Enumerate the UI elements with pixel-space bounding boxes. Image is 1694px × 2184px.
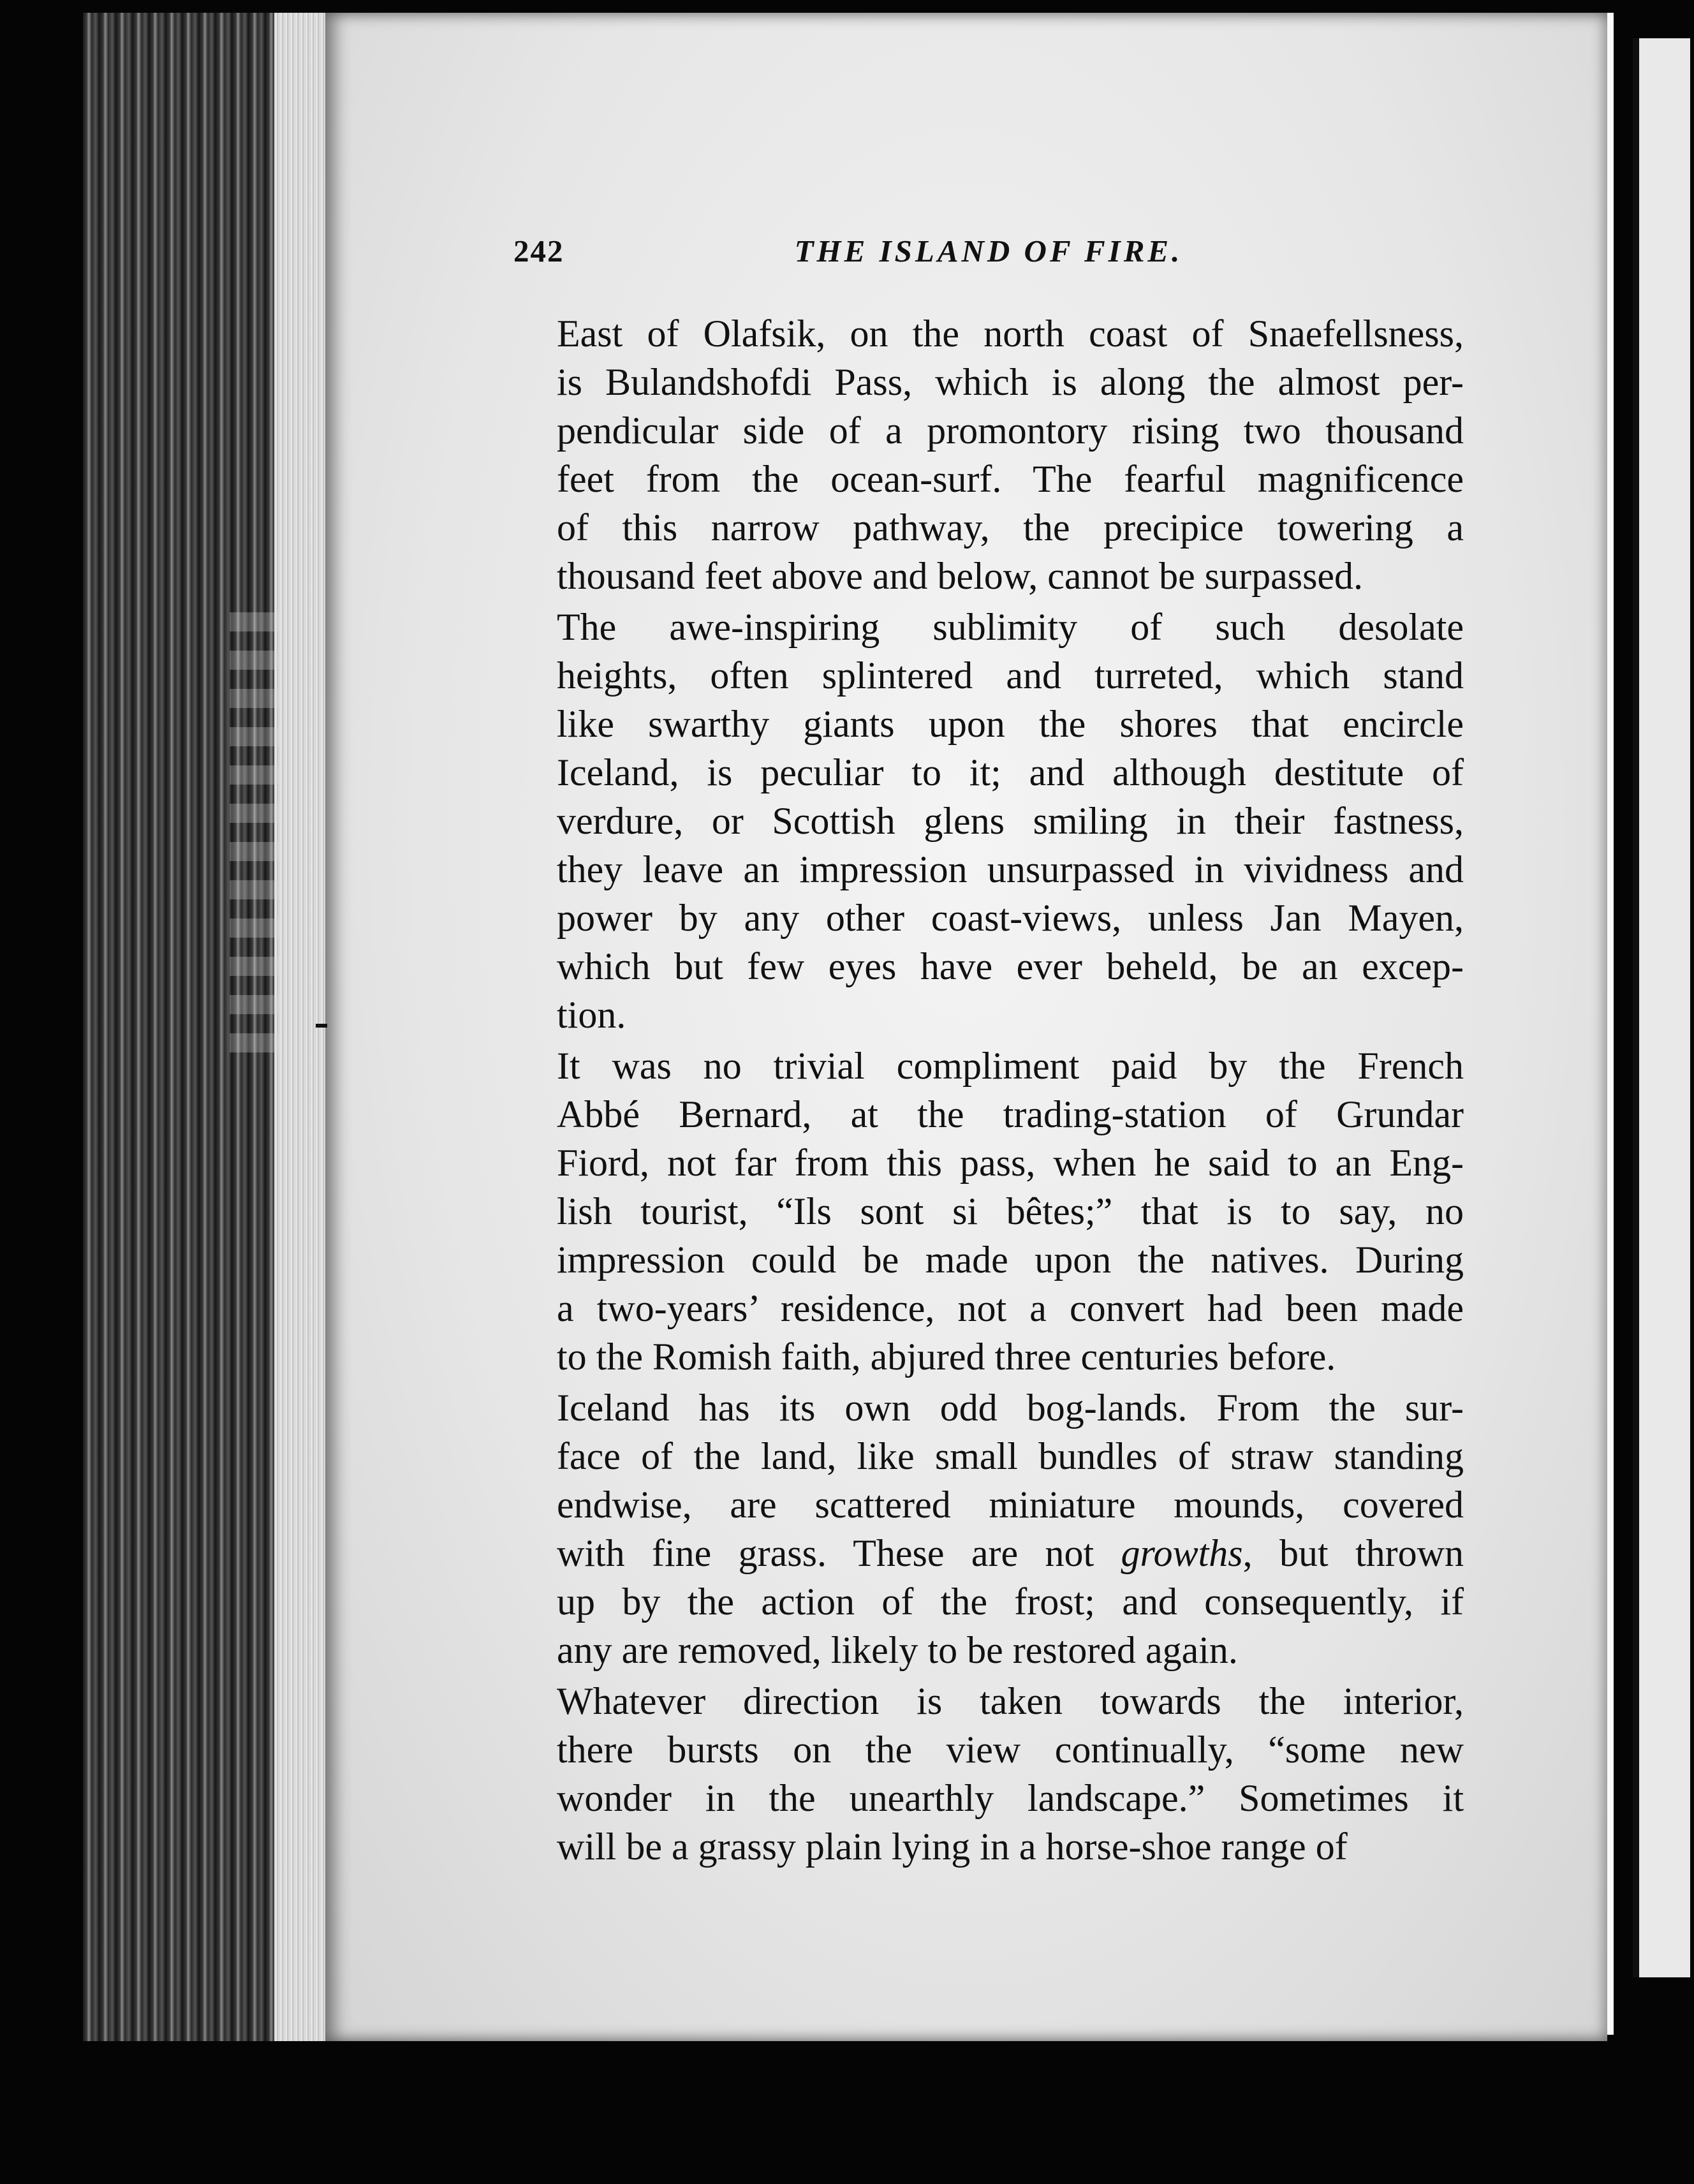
text-line: up by the action of the frost; and consequently, if bbox=[557, 1581, 1464, 1623]
text-line: which but few eyes have ever beheld, be an excep- bbox=[557, 945, 1464, 987]
paragraph bbox=[520, 1042, 1464, 1381]
text-line: is Bulandshofdi Pass, which is along the almost per- bbox=[557, 361, 1464, 403]
text-line: thousand feet above and below, cannot be surpassed. bbox=[557, 555, 1364, 597]
scan-border-left bbox=[0, 0, 86, 2184]
text-line: Abbé Bernard, at the trading-station of Grundar bbox=[557, 1093, 1464, 1135]
text-line: endwise, are scattered miniature mounds, covered bbox=[557, 1484, 1464, 1526]
paragraph bbox=[520, 309, 1464, 600]
text-line: tion. bbox=[557, 994, 626, 1036]
book-page-edges bbox=[83, 13, 325, 2041]
text-line: any are removed, likely to be restored again. bbox=[557, 1629, 1238, 1671]
margin-tick bbox=[316, 1024, 327, 1028]
text-line: a two-years’ residence, not a convert had been made bbox=[557, 1287, 1464, 1329]
text-line: they leave an impression unsurpassed in vividness and bbox=[557, 848, 1464, 890]
text-line: heights, often splintered and turreted, which stand bbox=[557, 654, 1464, 697]
paragraph bbox=[520, 603, 1464, 1039]
text-line: pendicular side of a promontory rising two thousand bbox=[557, 410, 1464, 452]
body-text bbox=[520, 309, 1464, 1871]
text-line: lish tourist, “Ils sont si bêtes;” that is to say, no bbox=[557, 1190, 1464, 1232]
text-line: of this narrow pathway, the precipice towering a bbox=[557, 506, 1464, 549]
paragraph bbox=[520, 1677, 1464, 1871]
text-line: It was no trivial compliment paid by the French bbox=[557, 1045, 1464, 1087]
text-line: with fine grass. These are not growths, but thrown bbox=[557, 1532, 1464, 1574]
text-line: Iceland has its own odd bog-lands. From the sur- bbox=[557, 1387, 1464, 1429]
text-line: The awe-inspiring sublimity of such desolate bbox=[557, 606, 1464, 648]
paragraph bbox=[520, 1383, 1464, 1674]
spine-bleedthrough bbox=[230, 612, 281, 1059]
text-line: wonder in the unearthly landscape.” Sometimes it bbox=[557, 1777, 1464, 1819]
text-line: impression could be made upon the natives. During bbox=[557, 1239, 1464, 1281]
text-line: to the Romish faith, abjured three centuries before. bbox=[557, 1336, 1336, 1378]
page-number: 242 bbox=[513, 233, 564, 269]
text-line: will be a grassy plain lying in a horse-shoe range of bbox=[557, 1826, 1348, 1868]
text-line: power by any other coast-views, unless Jan Mayen, bbox=[557, 897, 1464, 939]
text-line: like swarthy giants upon the shores that encircle bbox=[557, 703, 1464, 745]
scan-border-top bbox=[0, 0, 1694, 13]
scan-border-bottom bbox=[0, 2035, 1694, 2184]
running-title: THE ISLAND OF FIRE. bbox=[794, 233, 1183, 269]
text-line: East of Olafsik, on the north coast of Snaefellsness, bbox=[557, 313, 1464, 355]
text-line: face of the land, like small bundles of straw standing bbox=[557, 1435, 1464, 1477]
text-line: Whatever direction is taken towards the interior, bbox=[557, 1680, 1464, 1722]
text-line: verdure, or Scottish glens smiling in their fastness, bbox=[557, 800, 1464, 842]
text-line: there bursts on the view continually, “some new bbox=[557, 1729, 1464, 1771]
text-line: feet from the ocean-surf. The fearful magnificence bbox=[557, 458, 1464, 500]
page-header bbox=[513, 233, 1464, 277]
facing-page-edge bbox=[1633, 38, 1690, 1977]
text-line: Fiord, not far from this pass, when he said to an Eng- bbox=[557, 1142, 1464, 1184]
text-line: Iceland, is peculiar to it; and although destitute of bbox=[557, 751, 1464, 793]
